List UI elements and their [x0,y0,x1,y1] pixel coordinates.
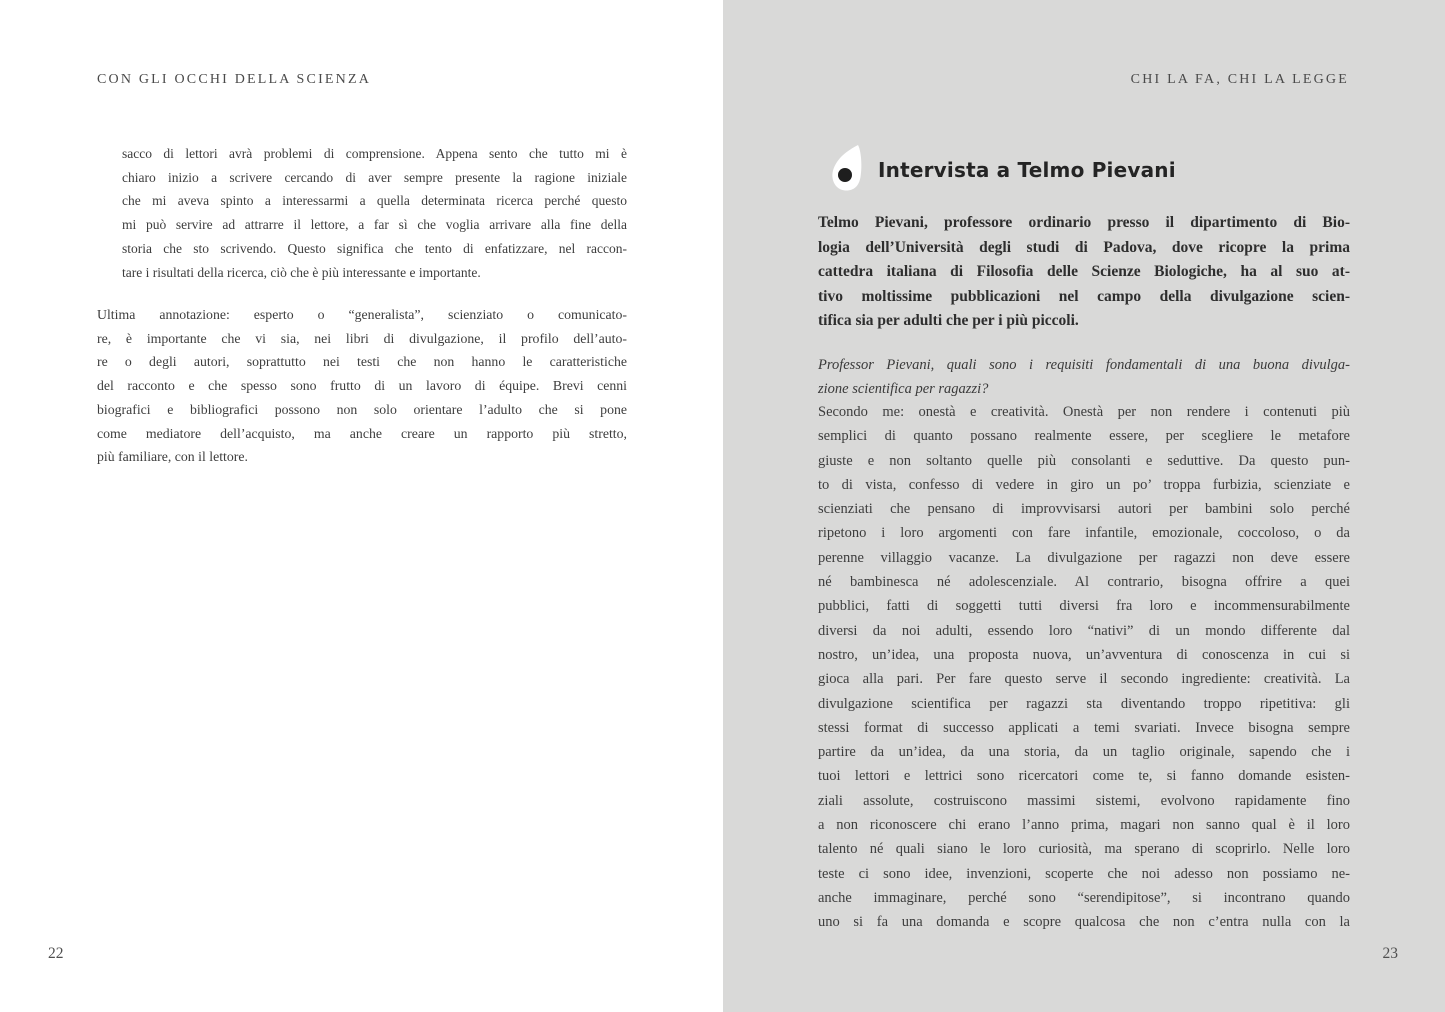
text-line: semplici di quanto possano realmente essere, per scegliere le metafore [818,428,1350,445]
text-line: teste ci sono idee, invenzioni, scoperte che noi adesso non possiamo ne- [818,865,1350,882]
page-number-left: 22 [48,945,64,962]
text-line: sacco di lettori avrà problemi di comprensione. Appena sento che tutto mi è [122,146,627,161]
text-line: gioca alla pari. Per fare questo serve il secondo ingrediente: creatività. La [818,671,1350,688]
text-line: anche immaginare, perché sono “serendipitose”, si incontrano quando [818,889,1350,906]
text-line: talento né quali siano le loro curiosità, ma sperano di scoprirlo. Nelle loro [818,841,1350,858]
text-line: Telmo Pievani, professore ordinario presso il dipartimento di Bio- [818,214,1350,231]
text-line: tifica sia per adulti che per i più piccoli. [818,312,1079,330]
text-line: né bambinesca né adolescenziale. Al contrario, bisogna offrire a quei [818,574,1350,591]
text-line: partire da un’idea, da una storia, da un taglio originale, sapendo che i [818,744,1350,761]
text-line: scienziati che pensano di improvvisarsi autori per bambini solo perché [818,501,1350,518]
text-line: chiaro inizio a scrivere cercando di aver sempre presente la ragione iniziale [122,169,627,185]
text-line: Professor Pievani, quali sono i requisiti fondamentali di una buona divulga- [818,357,1350,373]
publisher-drop-logo-icon [830,144,866,192]
text-line: perenne villaggio vacanze. La divulgazione per ragazzi non deve essere [818,549,1350,566]
text-line: Secondo me: onestà e creatività. Onestà per non rendere i contenuti più [818,404,1350,420]
text-line: a non riconoscere chi erano l’anno prima, magari non sanno qual è il loro [818,817,1350,834]
text-line: uno si fa una domanda e scopre qualcosa che non c’entra nulla con la [818,914,1350,931]
running-header-right: CHI LA FA, CHI LA LEGGE [1130,72,1349,87]
interview-answer [818,400,1350,935]
text-line: stessi format di successo applicati a temi svariati. Invece bisogna sempre [818,719,1350,736]
text-line: ripetono i loro argomenti con fare infantile, emozionale, coccoloso, o da [818,525,1350,542]
interview-heading: Intervista a Telmo Pievani [878,158,1176,182]
text-line: ziali assolute, costruiscono massimi sistemi, evolvono rapidamente fino [818,792,1350,809]
text-line: storia che sto scrivendo. Questo significa che tento di enfatizzare, nel raccon- [122,240,627,256]
text-line: tare i risultati della ricerca, ciò che è più interessante e importante. [122,264,481,280]
text-line: nostro, un’idea, una proposta nuova, un’avventura di conoscenza in cui si [818,646,1350,663]
text-line: tuoi lettori e lettrici sono ricercatori come te, si fanno domande esisten- [818,768,1350,785]
text-line: re, è importante che vi sia, nei libri di divulgazione, il profilo dell’auto- [97,330,627,346]
text-line: più familiare, con il lettore. [97,449,248,465]
text-line: diversi da noi adulti, essendo loro “nativi” di un mondo differente dal [818,622,1350,639]
text-line: tivo moltissime pubblicazioni nel campo della divulgazione scien- [818,287,1350,305]
running-header-left: CON GLI OCCHI DELLA SCIENZA [97,72,372,87]
text-line: Ultima annotazione: esperto o “generalista”, scienziato o comunicato- [97,307,627,322]
text-line: zione scientifica per ragazzi? [818,380,989,397]
interviewee-bio-paragraph [818,211,1350,334]
text-line: cattedra italiana di Filosofia delle Scienze Biologiche, ha al suo at- [818,263,1350,281]
quoted-paragraph [122,142,627,284]
text-line: giuste e non soltanto quelle più consolanti e seduttive. Da questo pun- [818,452,1350,469]
text-line: divulgazione scientifica per ragazzi sta diventando troppo ripetitiva: gli [818,695,1350,712]
text-line: re o degli autori, soprattutto nei testi che non hanno le caratteristiche [97,354,627,370]
text-line: pubblici, fatti di soggetti tutti diversi fra loro e incommensurabilmente [818,598,1350,615]
text-line: to di vista, confesso di vedere in giro un po’ troppa furbizia, scienziate e [818,476,1350,493]
text-line: biografici e bibliografici possono non solo orientare l’adulto che si pone [97,401,627,417]
interview-question [818,354,1350,401]
closing-paragraph [97,303,627,469]
text-line: mi può servire ad attrarre il lettore, a far sì che voglia arrivare alla fine della [122,217,627,233]
text-line: logia dell’Università degli studi di Padova, dove ricopre la prima [818,238,1350,256]
text-line: come mediatore dell’acquisto, ma anche creare un rapporto più stretto, [97,425,627,441]
right-page [723,0,1445,1012]
text-line: del racconto e che spesso sono frutto di un lavoro di équipe. Brevi cenni [97,378,627,394]
page-number-right: 23 [1382,945,1398,962]
text-line: che mi aveva spinto a interessarmi a quella determinata ricerca perché questo [122,193,627,209]
